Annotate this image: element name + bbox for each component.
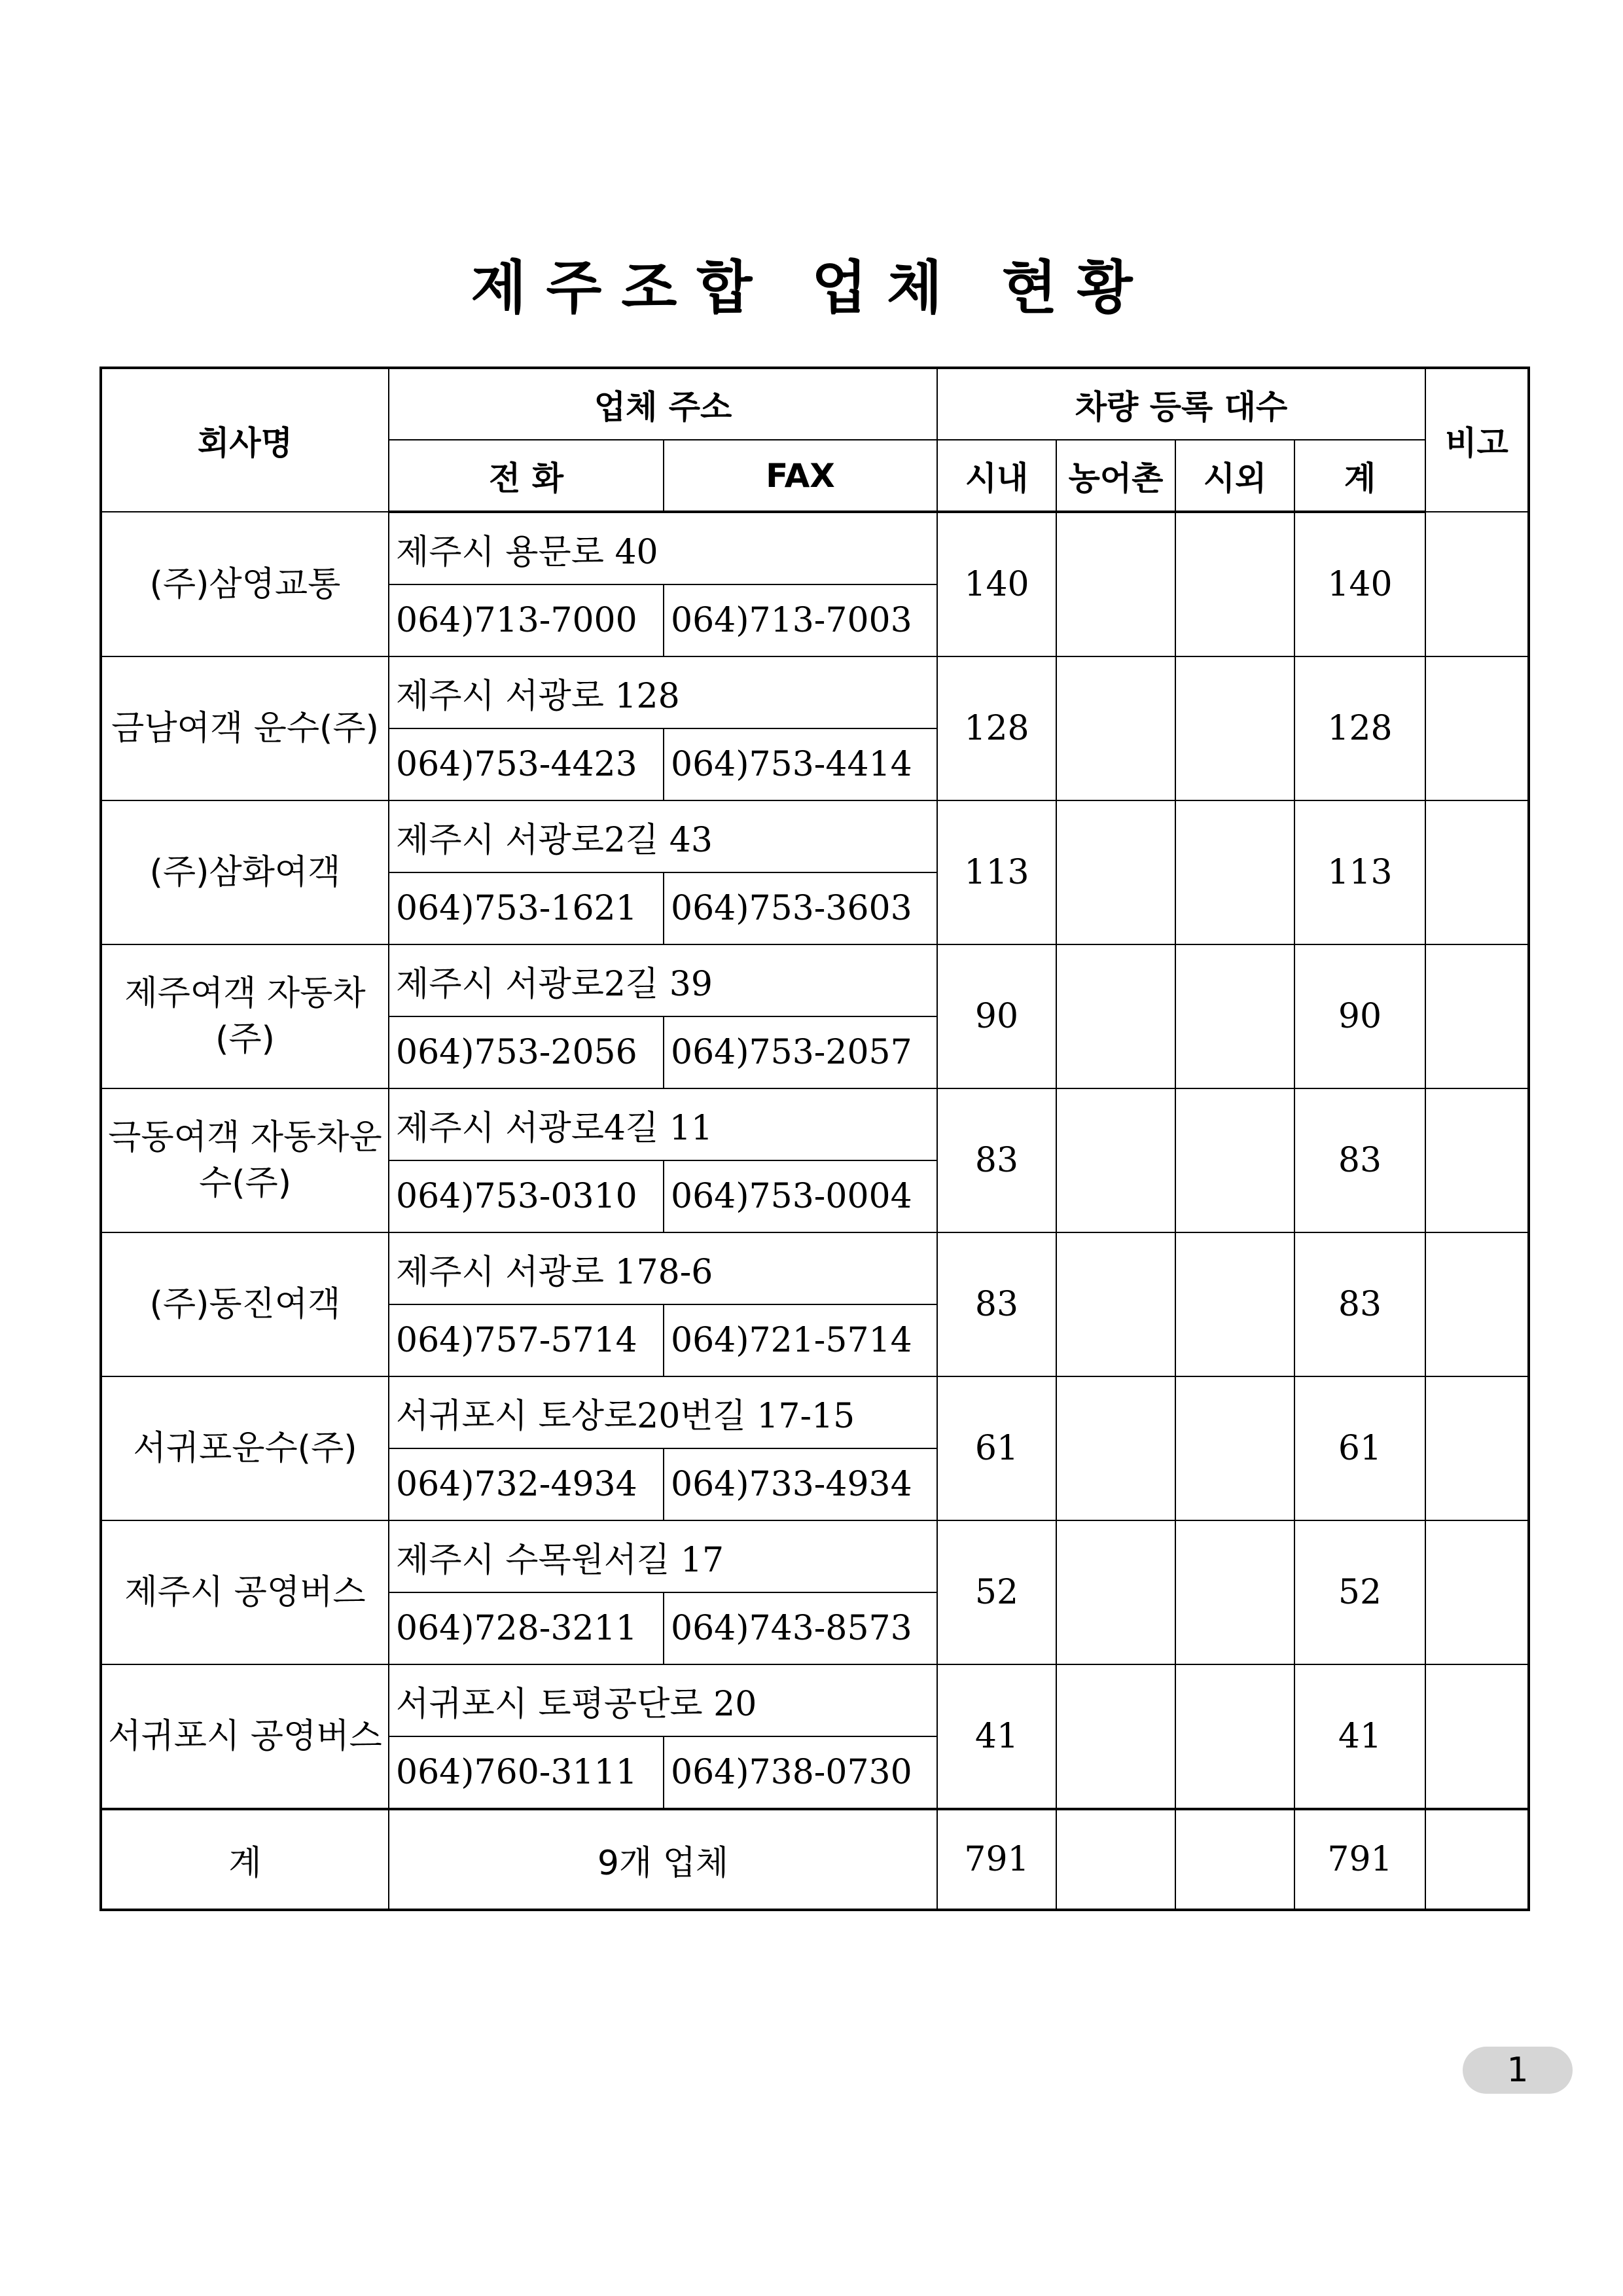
remarks-cell bbox=[1425, 1664, 1529, 1809]
remarks-cell bbox=[1425, 1376, 1529, 1520]
city-count: 83 bbox=[937, 1088, 1056, 1232]
company-address: 서귀포시 토평공단로 20 bbox=[389, 1664, 937, 1736]
totals-row bbox=[101, 1809, 1529, 1910]
page-title: 제주조합 업체 현황 bbox=[471, 254, 1152, 321]
table-row bbox=[101, 944, 1529, 1016]
rural-count bbox=[1056, 1232, 1175, 1376]
company-name: 서귀포운수(주) bbox=[101, 1376, 389, 1520]
rural-count bbox=[1056, 512, 1175, 656]
remarks-cell bbox=[1425, 1520, 1529, 1664]
total-count: 128 bbox=[1294, 656, 1425, 800]
totals-label: 계 bbox=[101, 1809, 389, 1910]
table-row bbox=[101, 656, 1529, 728]
remarks-cell bbox=[1425, 1088, 1529, 1232]
intercity-count bbox=[1175, 656, 1294, 800]
totals-total: 791 bbox=[1294, 1809, 1425, 1910]
total-count: 83 bbox=[1294, 1088, 1425, 1232]
company-address: 제주시 수목원서길 17 bbox=[389, 1520, 937, 1592]
company-phone: 064)753-4423 bbox=[389, 728, 664, 800]
totals-companies: 9개 업체 bbox=[389, 1809, 937, 1910]
header-total: 계 bbox=[1294, 440, 1425, 512]
company-name: 금남여객 운수(주) bbox=[101, 656, 389, 800]
rural-count bbox=[1056, 800, 1175, 944]
totals-remarks bbox=[1425, 1809, 1529, 1910]
city-count: 113 bbox=[937, 800, 1056, 944]
company-address: 제주시 용문로 40 bbox=[389, 512, 937, 584]
company-name: 서귀포시 공영버스 bbox=[101, 1664, 389, 1809]
remarks-cell bbox=[1425, 656, 1529, 800]
rural-count bbox=[1056, 1376, 1175, 1520]
company-name: (주)동진여객 bbox=[101, 1232, 389, 1376]
intercity-count bbox=[1175, 1232, 1294, 1376]
company-fax: 064)753-2057 bbox=[664, 1016, 937, 1088]
remarks-cell bbox=[1425, 944, 1529, 1088]
header-intercity: 시외 bbox=[1175, 440, 1294, 512]
company-phone: 064)753-1621 bbox=[389, 872, 664, 944]
total-count: 83 bbox=[1294, 1232, 1425, 1376]
company-fax: 064)753-4414 bbox=[664, 728, 937, 800]
intercity-count bbox=[1175, 512, 1294, 656]
city-count: 140 bbox=[937, 512, 1056, 656]
company-fax: 064)713-7003 bbox=[664, 584, 937, 656]
company-fax: 064)738-0730 bbox=[664, 1736, 937, 1809]
company-address: 제주시 서광로2길 39 bbox=[389, 944, 937, 1016]
intercity-count bbox=[1175, 1520, 1294, 1664]
city-count: 90 bbox=[937, 944, 1056, 1088]
company-name: (주)삼화여객 bbox=[101, 800, 389, 944]
rural-count bbox=[1056, 944, 1175, 1088]
page-number-badge: 1 bbox=[1463, 2047, 1573, 2094]
intercity-count bbox=[1175, 944, 1294, 1088]
company-fax: 064)721-5714 bbox=[664, 1304, 937, 1376]
table-row bbox=[101, 1520, 1529, 1592]
totals-rural bbox=[1056, 1809, 1175, 1910]
company-address: 서귀포시 토상로20번길 17-15 bbox=[389, 1376, 937, 1448]
table-row bbox=[101, 1232, 1529, 1304]
city-count: 41 bbox=[937, 1664, 1056, 1809]
company-phone: 064)753-0310 bbox=[389, 1160, 664, 1232]
total-count: 61 bbox=[1294, 1376, 1425, 1520]
company-fax: 064)753-0004 bbox=[664, 1160, 937, 1232]
company-phone: 064)760-3111 bbox=[389, 1736, 664, 1809]
table-row bbox=[101, 800, 1529, 872]
company-address: 제주시 서광로 128 bbox=[389, 656, 937, 728]
company-phone: 064)732-4934 bbox=[389, 1448, 664, 1520]
rural-count bbox=[1056, 1088, 1175, 1232]
total-count: 90 bbox=[1294, 944, 1425, 1088]
company-name: 극동여객 자동차운수(주) bbox=[101, 1088, 389, 1232]
city-count: 52 bbox=[937, 1520, 1056, 1664]
company-phone: 064)728-3211 bbox=[389, 1592, 664, 1664]
header-vehicles-group: 차량 등록 대수 bbox=[937, 368, 1425, 440]
header-rural: 농어촌 bbox=[1056, 440, 1175, 512]
company-address: 제주시 서광로 178-6 bbox=[389, 1232, 937, 1304]
company-phone: 064)757-5714 bbox=[389, 1304, 664, 1376]
header-row-1 bbox=[101, 368, 1529, 440]
remarks-cell bbox=[1425, 800, 1529, 944]
company-address: 제주시 서광로2길 43 bbox=[389, 800, 937, 872]
company-phone: 064)753-2056 bbox=[389, 1016, 664, 1088]
company-address: 제주시 서광로4길 11 bbox=[389, 1088, 937, 1160]
company-name: 제주시 공영버스 bbox=[101, 1520, 389, 1664]
company-phone: 064)713-7000 bbox=[389, 584, 664, 656]
company-fax: 064)753-3603 bbox=[664, 872, 937, 944]
rural-count bbox=[1056, 656, 1175, 800]
totals-intercity bbox=[1175, 1809, 1294, 1910]
header-remarks: 비고 bbox=[1425, 368, 1529, 512]
intercity-count bbox=[1175, 1088, 1294, 1232]
intercity-count bbox=[1175, 800, 1294, 944]
intercity-count bbox=[1175, 1664, 1294, 1809]
total-count: 52 bbox=[1294, 1520, 1425, 1664]
header-fax: FAX bbox=[664, 440, 937, 512]
city-count: 61 bbox=[937, 1376, 1056, 1520]
total-count: 41 bbox=[1294, 1664, 1425, 1809]
table-row bbox=[101, 512, 1529, 584]
intercity-count bbox=[1175, 1376, 1294, 1520]
header-phone: 전 화 bbox=[389, 440, 664, 512]
remarks-cell bbox=[1425, 1232, 1529, 1376]
header-city: 시내 bbox=[937, 440, 1056, 512]
company-fax: 064)733-4934 bbox=[664, 1448, 937, 1520]
totals-city: 791 bbox=[937, 1809, 1056, 1910]
city-count: 128 bbox=[937, 656, 1056, 800]
company-table bbox=[99, 367, 1530, 1911]
table-row bbox=[101, 1664, 1529, 1736]
rural-count bbox=[1056, 1664, 1175, 1809]
table-row bbox=[101, 1376, 1529, 1448]
total-count: 113 bbox=[1294, 800, 1425, 944]
company-name: (주)삼영교통 bbox=[101, 512, 389, 656]
remarks-cell bbox=[1425, 512, 1529, 656]
company-fax: 064)743-8573 bbox=[664, 1592, 937, 1664]
table-row bbox=[101, 1088, 1529, 1160]
company-name: 제주여객 자동차(주) bbox=[101, 944, 389, 1088]
rural-count bbox=[1056, 1520, 1175, 1664]
header-address-group: 업체 주소 bbox=[389, 368, 937, 440]
city-count: 83 bbox=[937, 1232, 1056, 1376]
total-count: 140 bbox=[1294, 512, 1425, 656]
header-company: 회사명 bbox=[101, 368, 389, 512]
